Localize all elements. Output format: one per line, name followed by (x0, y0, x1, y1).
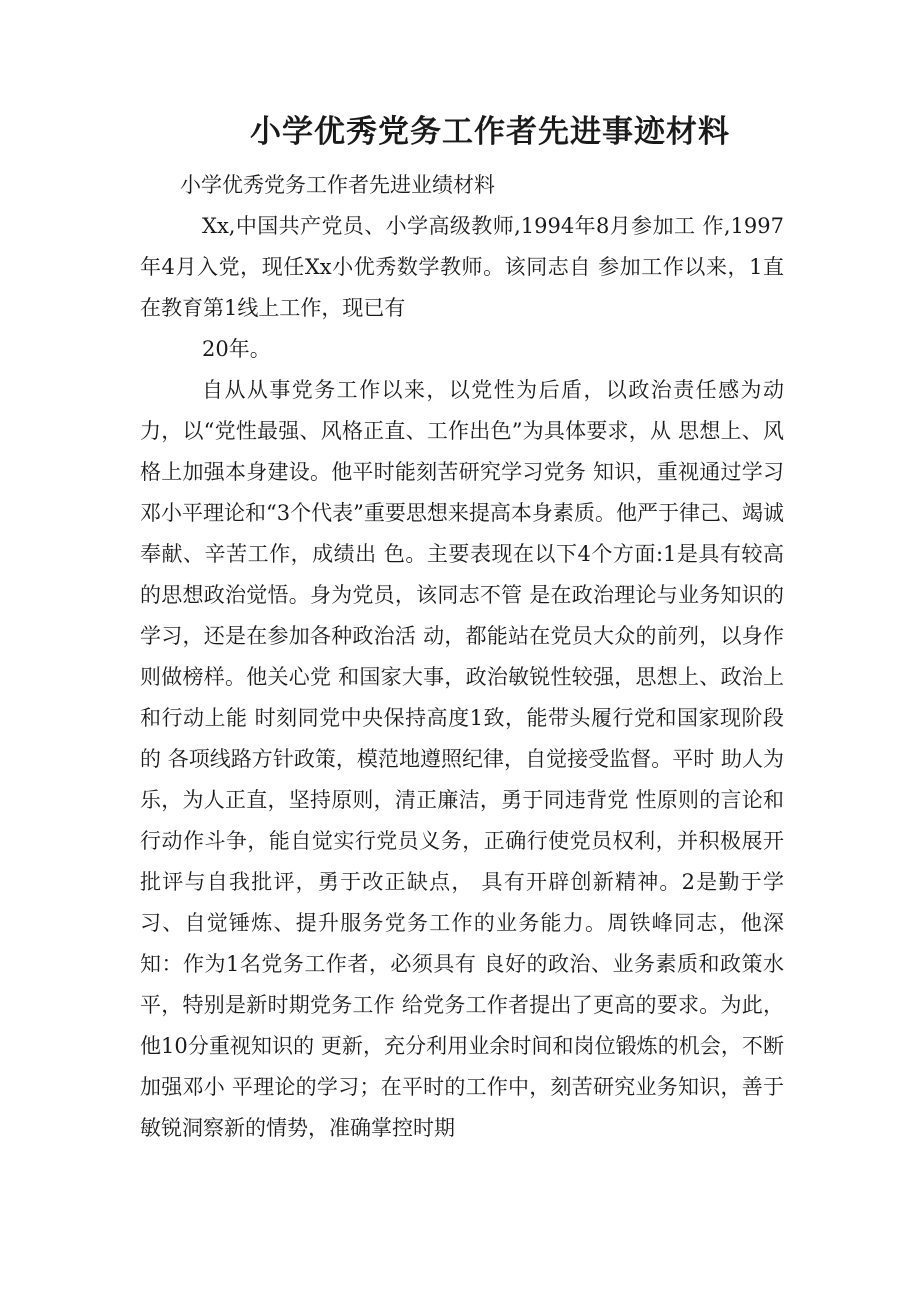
paragraph-years: 20年。 (202, 337, 271, 361)
document-subtitle: 小学优秀党务工作者先进业绩材料 (180, 173, 495, 197)
paragraph-main: 自从从事党务工作以来，以党性为后盾，以政治责任感为动力，以“党性最强、风格正直、工作出色”为具体要求，从 思想上、风格上加强本身建设。他平时能刻苦研究学习党务 知识，重视通过学习邓小平理论和“3个代表”重要思想来提高本身素质。他严于律己、竭诚奉献、辛苦工作，成绩出 色。主要表现在以下4个方面:1是具有较高的思想政治觉悟。身为党员，该同志不管 是在政治理论与业务知识的学习，还是在参加各种政治活 动，都能站在党员大众的前列，以身作则做榜样。他关心党 和国家大事，政治敏锐性较强，思想上、政治上和行动上能 时刻同党中央保持高度1致，能带头履行党和国家现阶段的 各项线路方针政策，模范地遵照纪律，自觉接受监督。平时 助人为乐，为人正直，坚持原则，清正廉洁，勇于同违背党 性原则的言论和行动作斗争，能自觉实行党员义务，正确行使党员权利，并积极展开批评与自我批评，勇于改正缺点， 具有开辟创新精神。2是勤于学习、自觉锤炼、提升服务党务工作的业务能力。周铁峰同志，他深知：作为1名党务工作者，必须具有 良好的政治、业务素质和政策水平，特别是新时期党务工作 给党务工作者提出了更高的要求。为此，他10分重视知识的 更新，充分利用业余时间和岗位锻炼的机会，不断加强邓小 平理论的学习；在平时的工作中，刻苦研究业务知识，善于 敏锐洞察新的情势，准确掌控时期 (140, 378, 784, 1140)
document-body (140, 165, 784, 1149)
paragraph-intro: Xx,中国共产党员、小学高级教师,1994年8月参加工 作,1997年4月入党，现任Xx小优秀数学教师。该同志自 参加工作以来，1直在教育第1线上工作，现已有 (140, 214, 784, 320)
document-title: 小学优秀党务工作者先进事迹材料 (250, 114, 730, 150)
